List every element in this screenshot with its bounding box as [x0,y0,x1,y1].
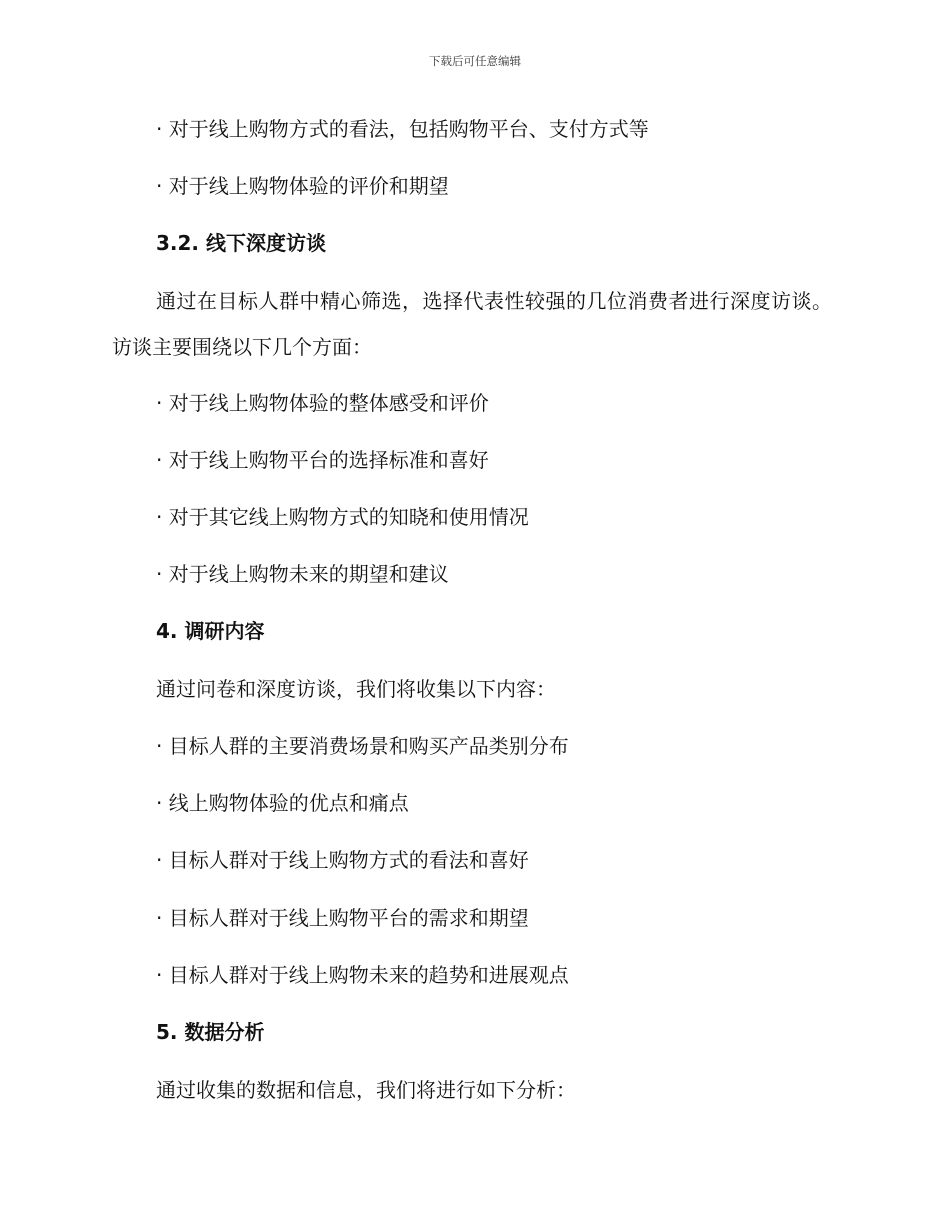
bullet-item: · 对于线上购物平台的选择标准和喜好 [156,448,489,472]
bullet-item: · 对于线上购物未来的期望和建议 [156,562,449,586]
section-heading: 4. 调研内容 [156,619,265,643]
paragraph: 通过在目标人群中精心筛选，选择代表性较强的几位消费者进行深度访谈。访谈主要围绕以下几个方面： [112,289,832,359]
bullet-item: · 对于其它线上购物方式的知晓和使用情况 [156,505,529,529]
paragraph: 通过问卷和深度访谈，我们将收集以下内容： [156,677,556,701]
bullet-item: · 目标人群的主要消费场景和购买产品类别分布 [156,734,569,758]
page-header: 下载后可任意编辑 [429,54,521,68]
section-heading: 3.2. 线下深度访谈 [156,231,326,255]
bullet-item: · 目标人群对于线上购物平台的需求和期望 [156,906,529,930]
section-heading: 5. 数据分析 [156,1020,265,1044]
bullet-item: · 线上购物体验的优点和痛点 [156,791,409,815]
bullet-item: · 对于线上购物方式的看法，包括购物平台、支付方式等 [156,117,649,141]
bullet-item: · 目标人群对于线上购物方式的看法和喜好 [156,848,529,872]
bullet-item: · 目标人群对于线上购物未来的趋势和进展观点 [156,963,569,987]
bullet-item: · 对于线上购物体验的整体感受和评价 [156,391,489,415]
paragraph: 通过收集的数据和信息，我们将进行如下分析： [156,1078,576,1102]
bullet-item: · 对于线上购物体验的评价和期望 [156,174,449,198]
